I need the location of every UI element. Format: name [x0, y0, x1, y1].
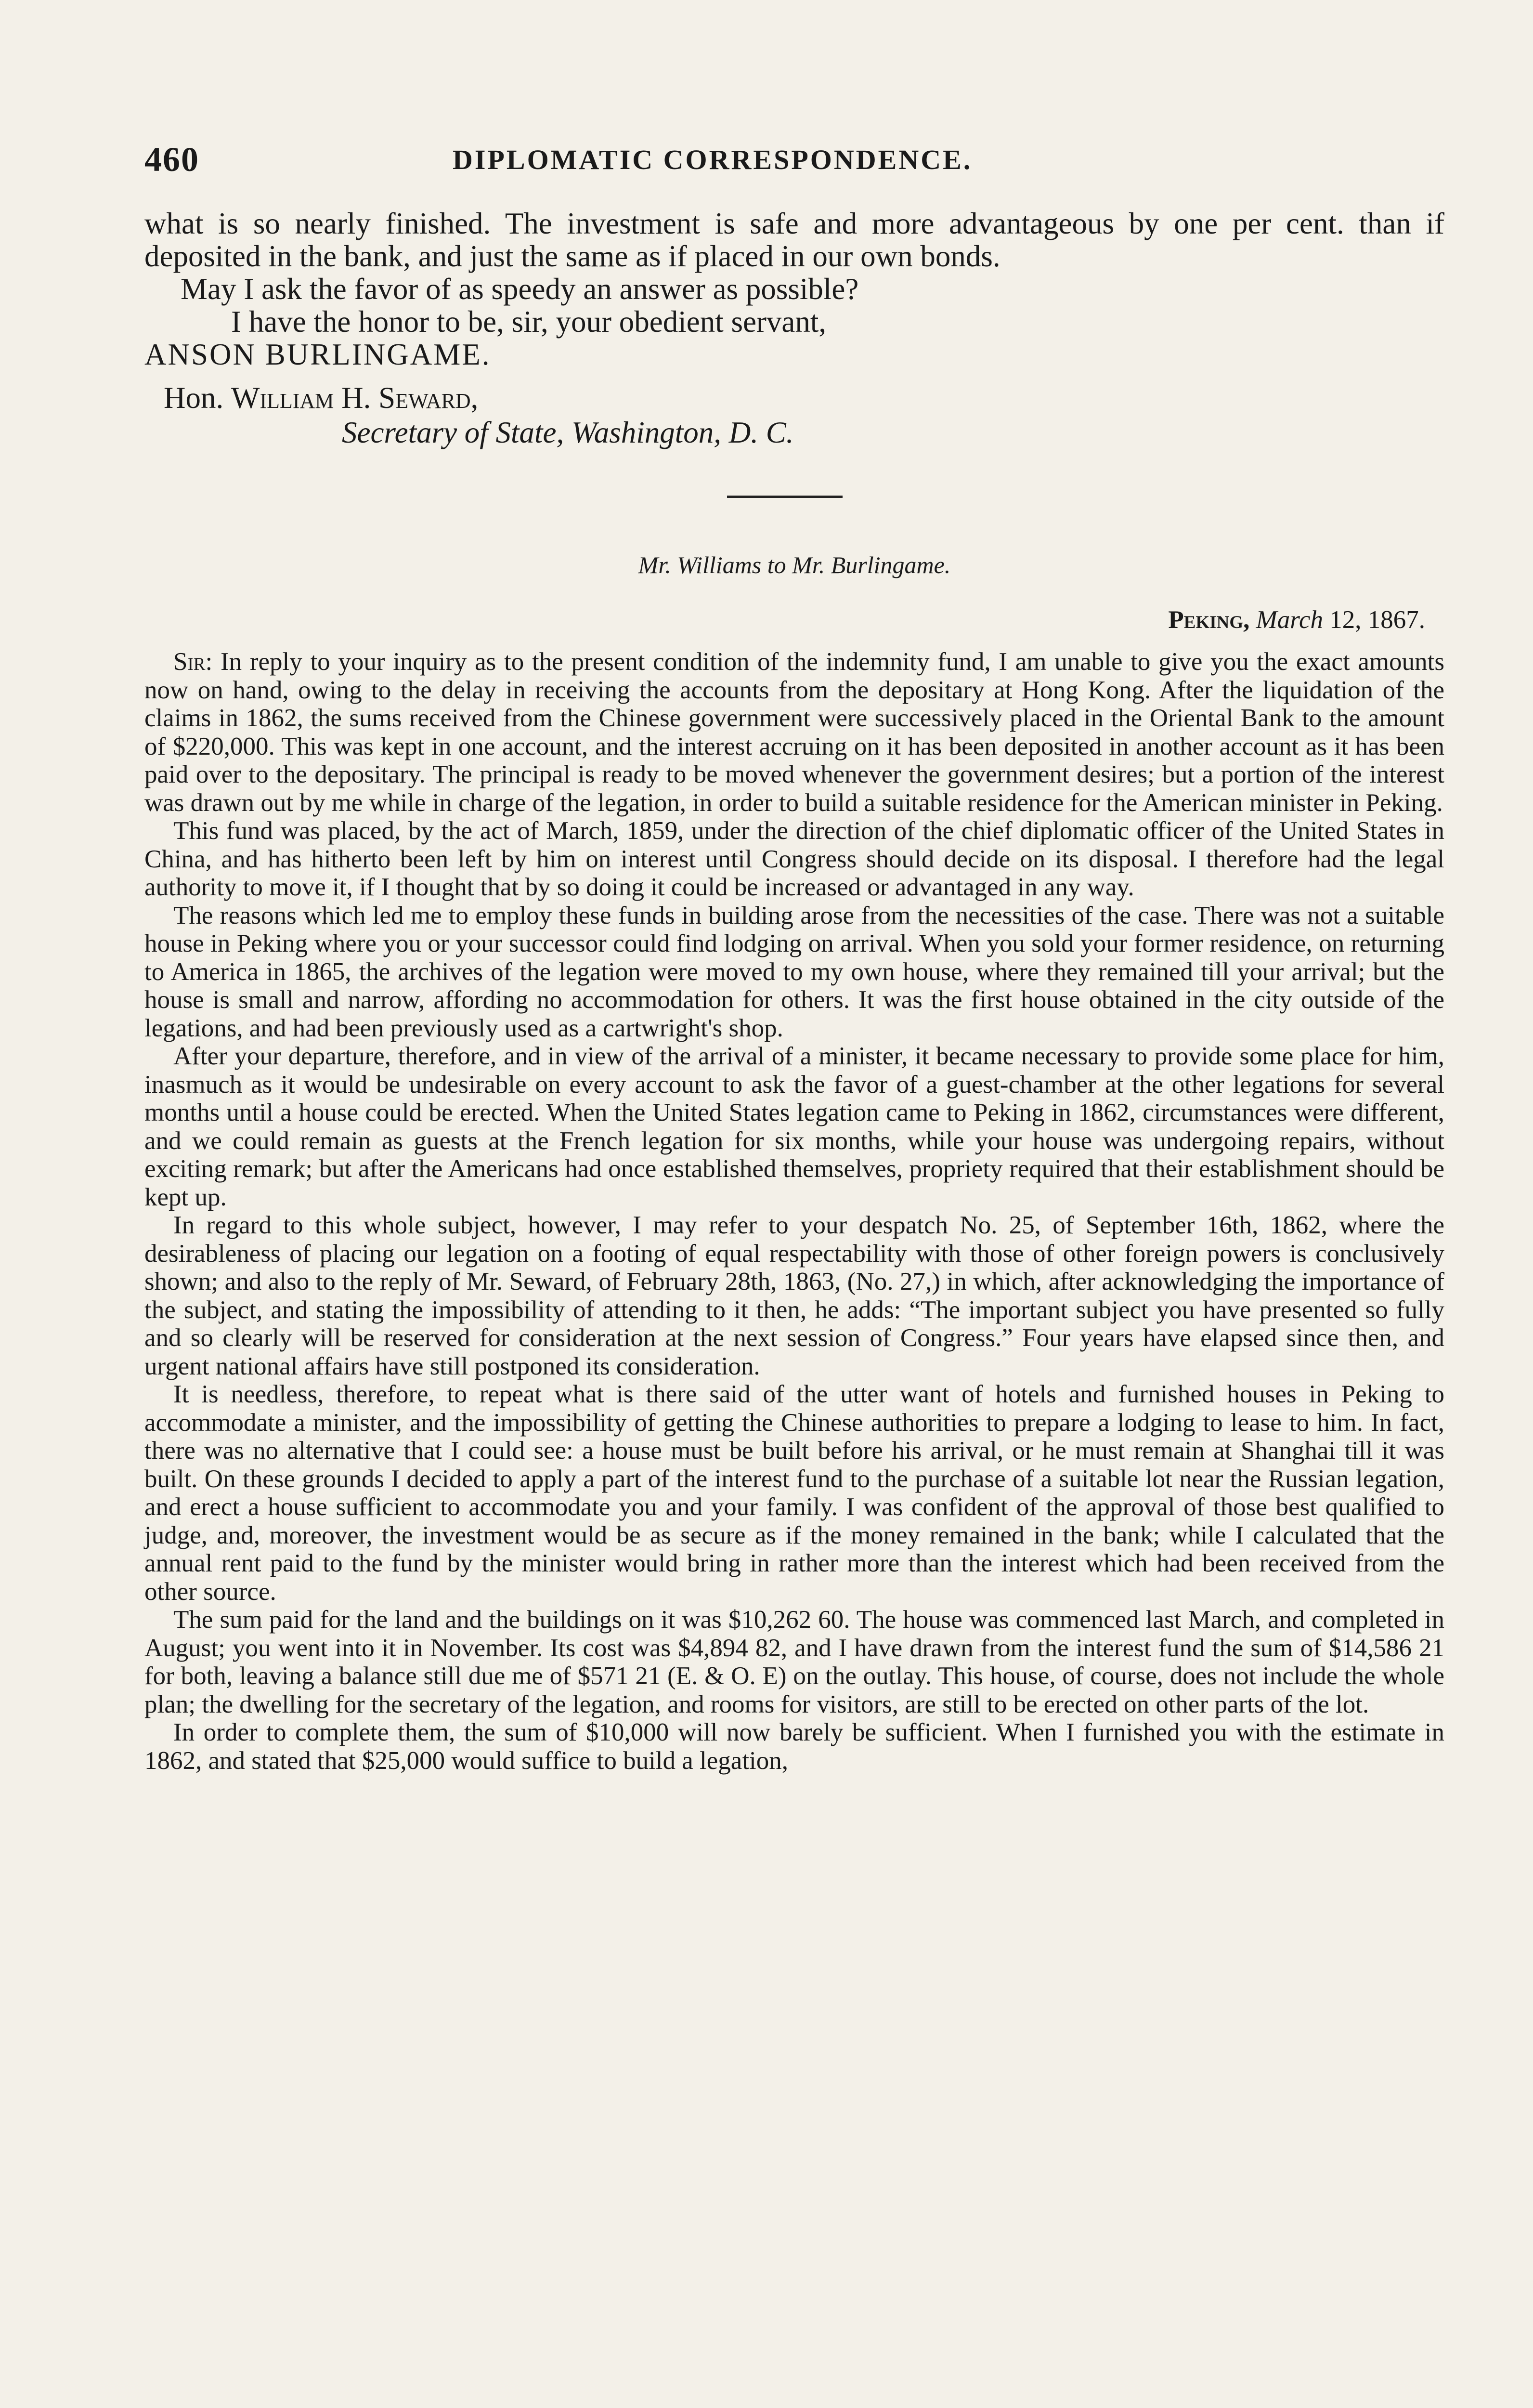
- letter-two-paragraph-1: [144, 648, 1444, 817]
- dateline-month: March: [1256, 606, 1323, 634]
- letter-one-paragraph-2: May I ask the favor of as speedy an answer as possible?: [181, 272, 859, 306]
- dateline-place: Peking,: [1168, 606, 1250, 634]
- addressee-name: William H. Seward,: [231, 381, 479, 415]
- letter-two-paragraph-8: In order to complete them, the sum of $10,000 will now barely be sufficient. When I furnished you with the estimate in 1862, and stated that $25,000 would suffice to build a legation,: [144, 1718, 1444, 1775]
- running-title: DIPLOMATIC CORRESPONDENCE.: [453, 144, 973, 175]
- letter-two-paragraph-1-text: In reply to your inquiry as to the present condition of the indemnity fund, I am unable to give you the exact amounts now on hand, owing to the delay in receiving the accounts from the depositary at Hong Kong. After the liquidation of the claims in 1862, the sums received from the Chinese government were successively placed in the Oriental Bank to the amount of $220,000. This was kept in one account, and the interest accruing on it has been deposited in another account as it has been paid over to the depositary. The principal is ready to be moved whenever the government desires; but a portion of the interest was drawn out by me while in charge of the legation, in order to build a suitable residence for the American minister in Peking.: [144, 648, 1444, 817]
- document-page: [144, 140, 1444, 2408]
- letter-two-body: [144, 648, 1444, 1775]
- addressee-block: [164, 380, 1444, 450]
- letter-two-paragraph-3: The reasons which led me to employ these funds in building arose from the necessities of the case. There was not a suitable house in Peking where you or your successor could find lodging on arrival. When you sold your former residence, on returning to America in 1865, the archives of the legation were moved to my own house, where they remained till your arrival; but the house is small and narrow, affording no accommodation for others. It was the first house obtained in the city outside of the legations, and had been previously used as a cartwright's shop.: [144, 901, 1444, 1042]
- letter-one-paragraph-1: what is so nearly finished. The investment is safe and more advantageous by one per cent. than if deposited in the bank, and just the same as if placed in our own bonds.: [144, 207, 1444, 273]
- addressee-office: Secretary of State, Washington, D. C.: [342, 416, 794, 449]
- salutation: Sir:: [173, 648, 213, 676]
- letter-one: [144, 207, 1444, 450]
- dateline: [144, 605, 1425, 634]
- dateline-day-year: 12, 1867.: [1329, 606, 1425, 634]
- letter-two-paragraph-7: The sum paid for the land and the buildings on it was $10,262 60. The house was commenced last March, and completed in August; you went into it in November. Its cost was $4,894 82, and I have drawn from the interest fund the sum of $14,586 21 for both, leaving a balance still due me of $571 21 (E. & O. E) on the outlay. This house, of course, does not include the whole plan; the dwelling for the secretary of the legation, and rooms for visitors, are still to be erected on other parts of the lot.: [144, 1606, 1444, 1718]
- addressee-prefix: Hon.: [164, 381, 224, 415]
- page-number: 460: [144, 140, 199, 179]
- letter-two-paragraph-5: In regard to this whole subject, however, I may refer to your despatch No. 25, of September 16th, 1862, where the desirableness of placing our legation on a footing of equal respectability with those of other foreign powers is conclusively shown; and also to the reply of Mr. Seward, of February 28th, 1863, (No. 27,) in which, after acknowledging the importance of the subject, and stating the impossibility of attending to it then, he adds: “The important subject you have presented so fully and so clearly will be reserved for consideration at the next session of Congress.” Four years have elapsed since then, and urgent national affairs have still postponed its consideration.: [144, 1211, 1444, 1380]
- signature: ANSON BURLINGAME.: [144, 338, 491, 371]
- section-divider: [727, 496, 843, 498]
- letter-one-closing: I have the honor to be, sir, your obedient servant,: [231, 305, 827, 339]
- letter-two-heading: Mr. Williams to Mr. Burlingame.: [638, 551, 951, 578]
- letter-two-paragraph-6: It is needless, therefore, to repeat what is there said of the utter want of hotels and furnished houses in Peking to accommodate a minister, and the impossibility of getting the Chinese authorities to prepare a lodging to lease to him. In fact, there was no alternative that I could see: a house must be built before his arrival, or he must remain at Shanghai till it was built. On these grounds I decided to apply a part of the interest fund to the purchase of a suitable lot near the Russian legation, and erect a house sufficient to accommodate you and your family. I was confident of the approval of those best qualified to judge, and, moreover, the investment would be as secure as if the money remained in the bank; while I calculated that the annual rent paid to the fund by the minister would bring in rather more than the interest which had been received from the other source.: [144, 1380, 1444, 1606]
- running-head: [144, 140, 1444, 193]
- letter-two-paragraph-2: This fund was placed, by the act of March, 1859, under the direction of the chief diplomatic officer of the United States in China, and has hitherto been left by him on interest until Congress should decide on its disposal. I therefore had the legal authority to move it, if I thought that by so doing it could be increased or advantaged in any way.: [144, 817, 1444, 901]
- letter-two-paragraph-4: After your departure, therefore, and in view of the arrival of a minister, it became necessary to provide some place for him, inasmuch as it would be undesirable on every account to ask the favor of a guest-chamber at the other legations for several months until a house could be erected. When the United States legation came to Peking in 1862, circumstances were different, and we could remain as guests at the French legation for six months, while your house was undergoing repairs, without exciting remark; but after the Americans had once established themselves, propriety required that their establishment should be kept up.: [144, 1042, 1444, 1211]
